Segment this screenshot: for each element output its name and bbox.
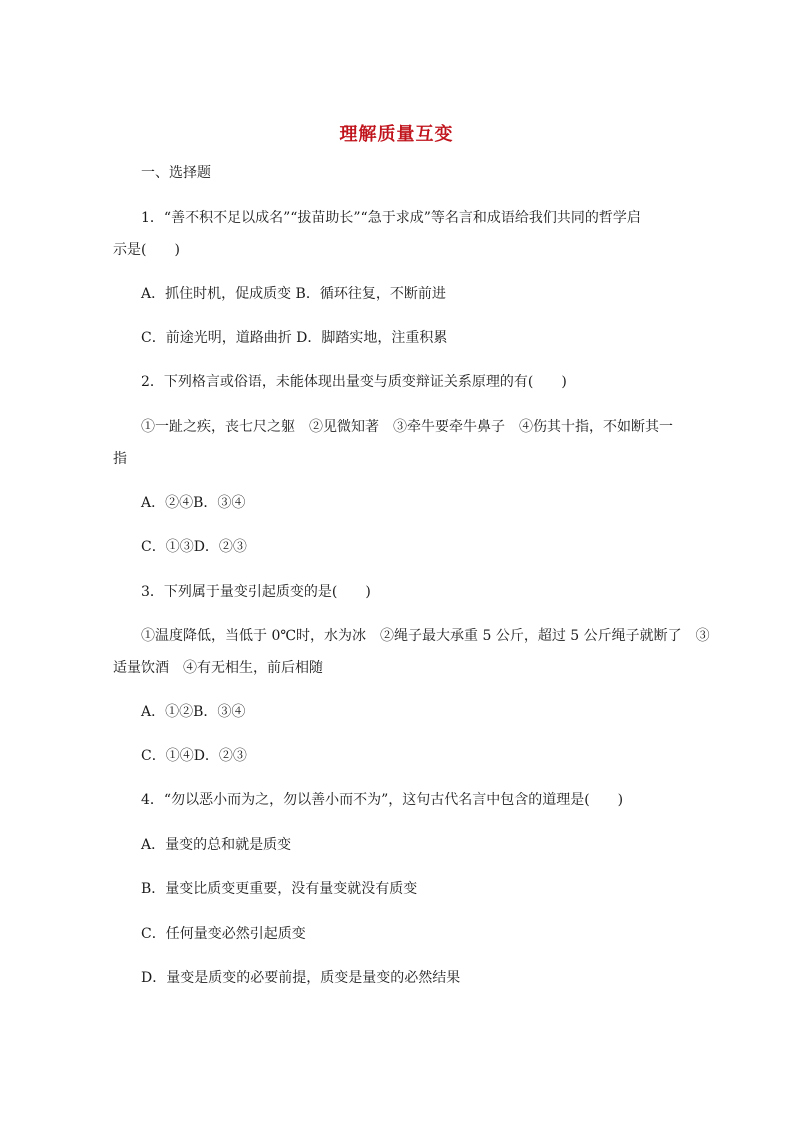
question-3-options-cd: C．①④D．②③ bbox=[141, 748, 247, 764]
question-1-options-cd: C．前途光明，道路曲折 D．脚踏实地，注重积累 bbox=[141, 330, 448, 346]
question-2-items-line-2: 指 bbox=[113, 451, 127, 467]
question-3-stem: 3．下列属于量变引起质变的是( ) bbox=[141, 584, 371, 600]
section-heading: 一、选择题 bbox=[141, 165, 211, 181]
question-2-options-cd: C．①③D．②③ bbox=[141, 539, 247, 555]
question-3-options-ab: A．①②B．③④ bbox=[141, 704, 246, 720]
question-4-option-b: B．量变比质变更重要，没有量变就没有质变 bbox=[141, 881, 418, 897]
question-4-option-a: A．量变的总和就是质变 bbox=[141, 837, 292, 853]
question-1-options-ab: A．抓住时机，促成质变 B．循环往复，不断前进 bbox=[141, 286, 446, 302]
question-3-items-line-2: 适量饮酒 ④有无相生，前后相随 bbox=[113, 660, 323, 676]
question-1-stem-line-1: 1．“善不积不足以成名”“拔苗助长”“急于求成”等名言和成语给我们共同的哲学启 bbox=[141, 210, 641, 226]
question-4-option-c: C．任何量变必然引起质变 bbox=[141, 926, 306, 942]
question-2-options-ab: A．②④B．③④ bbox=[141, 495, 246, 511]
document-title: 理解质量互变 bbox=[339, 124, 454, 145]
question-4-stem: 4．“勿以恶小而为之，勿以善小而不为”，这句古代名言中包含的道理是( ) bbox=[141, 792, 624, 808]
question-1-stem-line-2: 示是( ) bbox=[113, 242, 180, 258]
question-4-option-d: D．量变是质变的必要前提，质变是量变的必然结果 bbox=[141, 970, 461, 986]
question-2-items-line-1: ①一趾之疾，丧七尺之躯 ②见微知著 ③牵牛要牵牛鼻子 ④伤其十指，不如断其一 bbox=[141, 419, 673, 435]
question-3-items-line-1: ①温度降低，当低于 0℃时，水为冰 ②绳子最大承重 5 公斤，超过 5 公斤绳子就断了 ③ bbox=[141, 628, 710, 644]
question-2-stem: 2．下列格言或俗语，未能体现出量变与质变辩证关系原理的有( ) bbox=[141, 374, 567, 390]
